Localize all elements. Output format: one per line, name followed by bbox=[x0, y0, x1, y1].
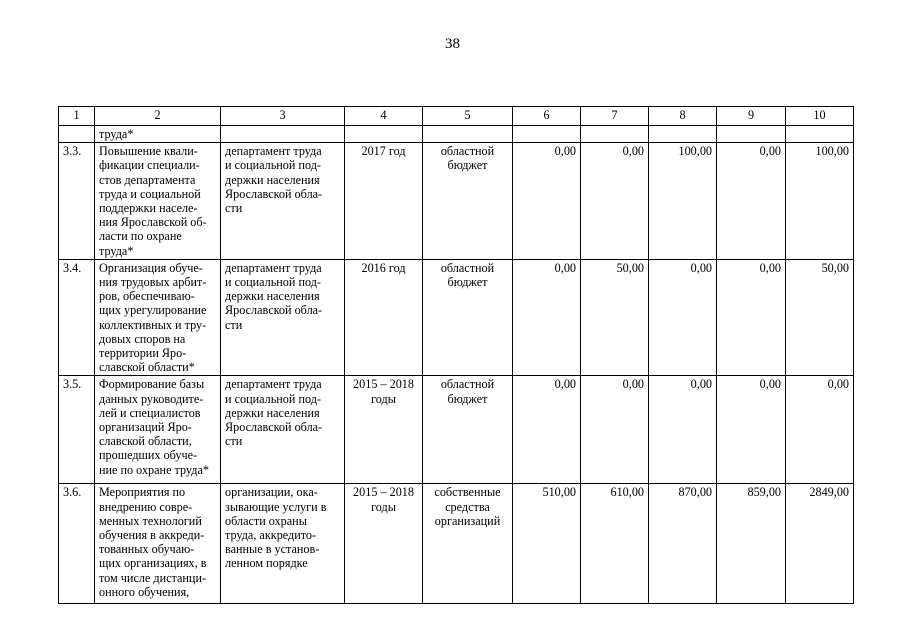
amount-col8-line: 0,00 bbox=[690, 260, 712, 275]
program-activities-table bbox=[58, 106, 854, 604]
activity-name-line: фикации специали- bbox=[99, 158, 200, 173]
amount-col10 bbox=[786, 259, 854, 376]
activity-name-line: ласти по охране труда* bbox=[99, 229, 182, 258]
period bbox=[345, 143, 423, 260]
amount-col6 bbox=[513, 259, 581, 376]
amount-col7 bbox=[581, 143, 649, 260]
funding-source-line: организаций bbox=[434, 513, 501, 528]
amount-col10-line: 2849,00 bbox=[809, 485, 849, 500]
amount-col9 bbox=[717, 376, 786, 484]
amount-col7-line: 50,00 bbox=[616, 260, 644, 275]
executor-line: и социальной под- bbox=[225, 275, 321, 290]
executor-line: держки населения bbox=[225, 405, 320, 420]
amount-col6-line: 0,00 bbox=[554, 260, 576, 275]
amount-col6 bbox=[513, 484, 581, 604]
executor-line: Ярославской обла- bbox=[225, 186, 323, 201]
column-number-row bbox=[59, 107, 854, 126]
amount-col8 bbox=[649, 126, 717, 143]
amount-col7-line: 0,00 bbox=[622, 377, 644, 392]
amount-col10 bbox=[786, 484, 854, 604]
activity-name-line: стов департамента bbox=[99, 172, 196, 187]
column-number: 1 bbox=[59, 107, 95, 126]
amount-col7 bbox=[581, 376, 649, 484]
column-number: 3 bbox=[221, 107, 345, 126]
activity-name-line: поддержки населе- bbox=[99, 201, 198, 216]
item-number bbox=[59, 126, 95, 143]
funding-source bbox=[423, 484, 513, 604]
executor-line: сти bbox=[225, 201, 243, 216]
column-number: 9 bbox=[717, 107, 786, 126]
column-number: 10 bbox=[786, 107, 854, 126]
executor-line: ванные в установ- bbox=[225, 542, 320, 557]
funding-source-line: собственные bbox=[434, 485, 501, 500]
executor-line: департамент труда bbox=[225, 260, 322, 275]
activity-name-line: организаций Яро- bbox=[99, 420, 192, 435]
activity-name-line: Повышение квали- bbox=[99, 144, 198, 159]
column-number: 7 bbox=[581, 107, 649, 126]
amount-col9 bbox=[717, 143, 786, 260]
period bbox=[345, 484, 423, 604]
funding-source bbox=[423, 143, 513, 260]
item-number-line: 3.5. bbox=[63, 377, 82, 392]
activity-name-line: обучения в аккреди- bbox=[99, 528, 205, 543]
activity-name-line: том числе дистанци- bbox=[99, 570, 207, 585]
activity-name-line: труда и социальной bbox=[99, 186, 201, 201]
amount-col9-line: 0,00 bbox=[759, 144, 781, 159]
amount-col10-line: 100,00 bbox=[815, 144, 849, 159]
item-number-line: 3.6. bbox=[63, 485, 82, 500]
amount-col8 bbox=[649, 376, 717, 484]
executor-line: Ярославской обла- bbox=[225, 420, 323, 435]
activity-name-line: ние по охране труда* bbox=[99, 462, 209, 477]
funding-source-line: областной bbox=[440, 377, 495, 392]
activity-name bbox=[95, 376, 221, 484]
funding-source-line: бюджет bbox=[447, 275, 488, 290]
item-number bbox=[59, 376, 95, 484]
amount-col6 bbox=[513, 126, 581, 143]
item-number bbox=[59, 143, 95, 260]
activity-name-line: тованных обучаю- bbox=[99, 542, 195, 557]
table-row bbox=[59, 143, 854, 260]
amount-col7 bbox=[581, 126, 649, 143]
executor-line: области охраны bbox=[225, 513, 307, 528]
column-number: 5 bbox=[423, 107, 513, 126]
funding-source-line: бюджет bbox=[447, 158, 488, 173]
amount-col9-line: 0,00 bbox=[759, 260, 781, 275]
item-number-line: 3.4. bbox=[63, 260, 82, 275]
activity-name-line: внедрению совре- bbox=[99, 499, 193, 514]
executor-line: и социальной под- bbox=[225, 391, 321, 406]
period-line: 2017 год bbox=[361, 144, 406, 159]
amount-col10-line: 50,00 bbox=[821, 260, 849, 275]
executor-line: сти bbox=[225, 434, 243, 449]
amount-col10-line: 0,00 bbox=[827, 377, 849, 392]
activity-name-line: лей и специалистов bbox=[99, 405, 201, 420]
period bbox=[345, 259, 423, 376]
executor-line: держки населения bbox=[225, 172, 320, 187]
amount-col8 bbox=[649, 484, 717, 604]
amount-col9-line: 0,00 bbox=[759, 377, 781, 392]
activity-name-line: славской области, bbox=[99, 434, 192, 449]
table-row bbox=[59, 376, 854, 484]
amount-col8-line: 0,00 bbox=[690, 377, 712, 392]
amount-col7-line: 0,00 bbox=[622, 144, 644, 159]
amount-col9 bbox=[717, 484, 786, 604]
executor-line: ленном порядке bbox=[225, 556, 308, 571]
page-number: 38 bbox=[445, 36, 460, 52]
column-number: 8 bbox=[649, 107, 717, 126]
activity-name bbox=[95, 126, 221, 143]
activity-name-line: труда* bbox=[99, 127, 134, 141]
column-number: 4 bbox=[345, 107, 423, 126]
activity-name bbox=[95, 143, 221, 260]
item-number bbox=[59, 259, 95, 376]
period bbox=[345, 126, 423, 143]
item-number-line: 3.3. bbox=[63, 144, 82, 159]
executor bbox=[221, 126, 345, 143]
amount-col9 bbox=[717, 126, 786, 143]
amount-col7-line: 610,00 bbox=[610, 485, 644, 500]
executor-line: и социальной под- bbox=[225, 158, 321, 173]
amount-col7 bbox=[581, 484, 649, 604]
executor-line: сти bbox=[225, 317, 243, 332]
activity-name-line: ния трудовых арбит- bbox=[99, 275, 207, 290]
activity-name-line: щих организациях, в bbox=[99, 556, 207, 571]
period-line: 2016 год bbox=[361, 260, 406, 275]
activity-name bbox=[95, 259, 221, 376]
amount-col10 bbox=[786, 126, 854, 143]
activity-name-line: ния Ярославской об- bbox=[99, 215, 207, 230]
amount-col9-line: 859,00 bbox=[747, 485, 781, 500]
table-row bbox=[59, 484, 854, 604]
amount-col6 bbox=[513, 376, 581, 484]
amount-col8 bbox=[649, 143, 717, 260]
executor bbox=[221, 143, 345, 260]
activity-name-line: прошедших обуче- bbox=[99, 448, 198, 463]
item-number bbox=[59, 484, 95, 604]
amount-col9 bbox=[717, 259, 786, 376]
amount-col8-line: 870,00 bbox=[678, 485, 712, 500]
activity-name-line: Организация обуче- bbox=[99, 260, 203, 275]
activity-name-line: щих урегулирование bbox=[99, 303, 207, 318]
activity-name-line: ров, обеспечиваю- bbox=[99, 289, 195, 304]
amount-col6-line: 510,00 bbox=[542, 485, 576, 500]
table-row bbox=[59, 126, 854, 143]
table-row bbox=[59, 259, 854, 376]
activity-name-line: менных технологий bbox=[99, 513, 202, 528]
amount-col6 bbox=[513, 143, 581, 260]
activity-name-line: славской области* bbox=[99, 360, 195, 375]
executor-line: департамент труда bbox=[225, 144, 322, 159]
funding-source bbox=[423, 126, 513, 143]
funding-source-line: областной bbox=[440, 144, 495, 159]
executor-line: департамент труда bbox=[225, 377, 322, 392]
period-line: годы bbox=[371, 391, 396, 406]
executor bbox=[221, 376, 345, 484]
activity-name-line: довых споров на bbox=[99, 331, 186, 346]
funding-source bbox=[423, 259, 513, 376]
executor bbox=[221, 484, 345, 604]
period-line: 2015 – 2018 bbox=[353, 377, 414, 392]
amount-col8 bbox=[649, 259, 717, 376]
amount-col6-line: 0,00 bbox=[554, 377, 576, 392]
period-line: годы bbox=[371, 499, 396, 514]
activity-name-line: территории Яро- bbox=[99, 346, 187, 361]
activity-name-line: Формирование базы bbox=[99, 377, 205, 392]
executor-line: организации, ока- bbox=[225, 485, 318, 500]
amount-col7 bbox=[581, 259, 649, 376]
activity-name bbox=[95, 484, 221, 604]
funding-source-line: средства bbox=[445, 499, 490, 514]
column-number: 2 bbox=[95, 107, 221, 126]
executor-line: зывающие услуги в bbox=[225, 499, 327, 514]
executor-line: труда, аккредито- bbox=[225, 528, 317, 543]
amount-col10 bbox=[786, 143, 854, 260]
funding-source-line: бюджет bbox=[447, 391, 488, 406]
amount-col6-line: 0,00 bbox=[554, 144, 576, 159]
executor-line: Ярославской обла- bbox=[225, 303, 323, 318]
amount-col10 bbox=[786, 376, 854, 484]
period-line: 2015 – 2018 bbox=[353, 485, 414, 500]
activity-name-line: онного обучения, bbox=[99, 584, 190, 599]
activity-name-line: коллективных и тру- bbox=[99, 317, 207, 332]
funding-source-line: областной bbox=[440, 260, 495, 275]
activity-name-line: данных руководите- bbox=[99, 391, 204, 406]
period bbox=[345, 376, 423, 484]
column-number: 6 bbox=[513, 107, 581, 126]
executor-line: держки населения bbox=[225, 289, 320, 304]
executor bbox=[221, 259, 345, 376]
amount-col8-line: 100,00 bbox=[678, 144, 712, 159]
activity-name-line: Мероприятия по bbox=[99, 485, 186, 500]
funding-source bbox=[423, 376, 513, 484]
